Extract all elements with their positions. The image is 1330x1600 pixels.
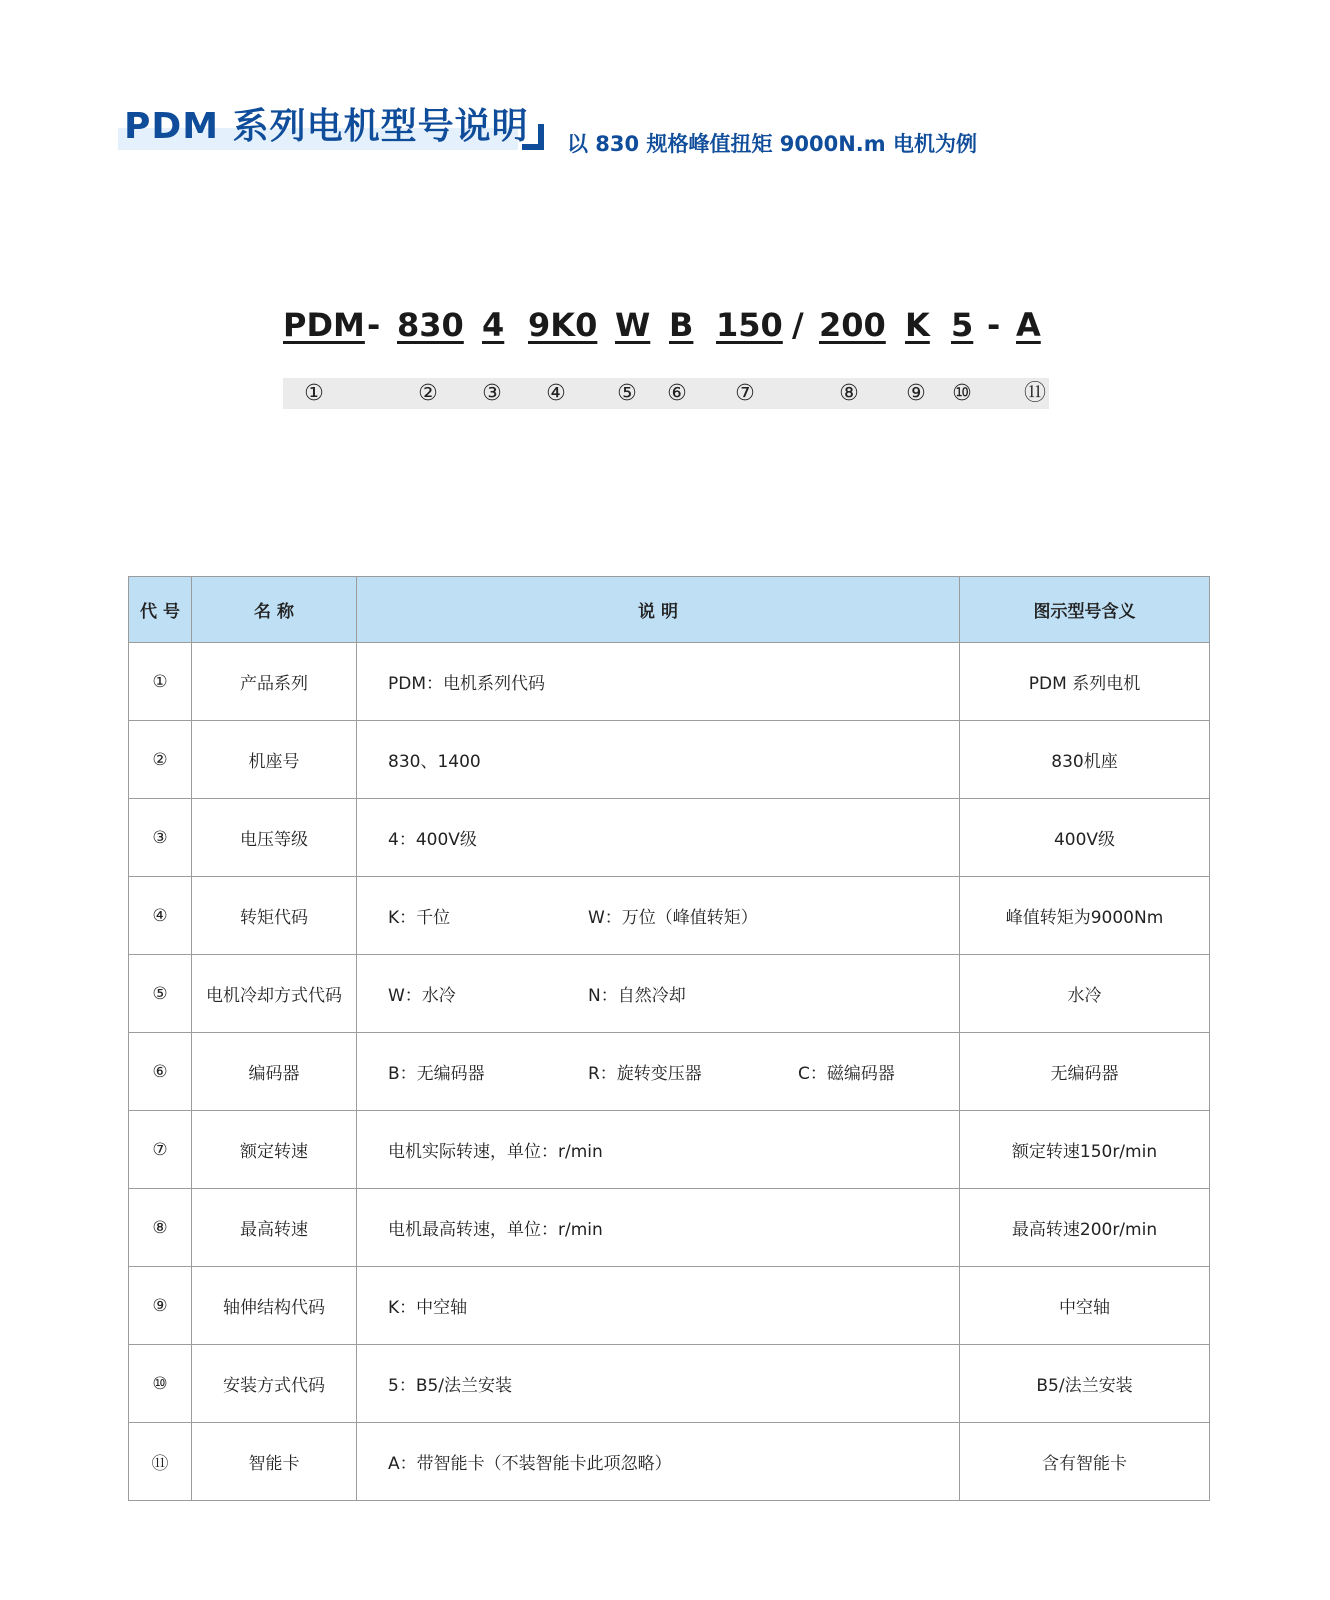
- table-row: [129, 799, 1210, 877]
- page-title-block: [118, 96, 538, 156]
- row-code: ⑩: [129, 1345, 192, 1423]
- desc-option: 4：400V级: [388, 830, 477, 850]
- desc-option: W：水冷: [388, 986, 456, 1006]
- table-row: [129, 1111, 1210, 1189]
- row-figure: 额定转速150r/min: [960, 1111, 1210, 1189]
- title-corner-mark: [522, 124, 544, 150]
- code-token-voltage: 4: [482, 306, 505, 344]
- header-desc: 说 明: [357, 577, 960, 643]
- table-row: [129, 1033, 1210, 1111]
- code-separator: -: [367, 306, 381, 344]
- row-desc: [357, 1189, 960, 1267]
- row-figure: PDM 系列电机: [960, 643, 1210, 721]
- row-code: ④: [129, 877, 192, 955]
- row-figure: 含有智能卡: [960, 1423, 1210, 1501]
- row-desc: [357, 955, 960, 1033]
- row-code: ③: [129, 799, 192, 877]
- desc-option: 5：B5/法兰安装: [388, 1376, 513, 1396]
- marker-8: ⑧: [839, 381, 859, 406]
- page-subtitle: 以 830 规格峰值扭矩 9000N.m 电机为例: [567, 132, 977, 156]
- row-name: 电机冷却方式代码: [192, 955, 357, 1033]
- row-figure: B5/法兰安装: [960, 1345, 1210, 1423]
- row-name: 智能卡: [192, 1423, 357, 1501]
- row-figure: 中空轴: [960, 1267, 1210, 1345]
- marker-11: ⑪: [1023, 381, 1046, 406]
- code-token-mount: 5: [951, 306, 974, 344]
- row-name: 转矩代码: [192, 877, 357, 955]
- row-desc: [357, 1423, 960, 1501]
- table-row: [129, 643, 1210, 721]
- row-desc: [357, 1111, 960, 1189]
- desc-option: 830、1400: [388, 752, 481, 772]
- table-row: [129, 1423, 1210, 1501]
- row-code: ⑥: [129, 1033, 192, 1111]
- desc-option: W：万位（峰值转矩）: [588, 908, 758, 928]
- code-token-shaft: K: [905, 306, 930, 344]
- row-name: 产品系列: [192, 643, 357, 721]
- code-token-series: PDM: [283, 306, 365, 344]
- marker-5: ⑤: [617, 381, 637, 406]
- row-figure: 无编码器: [960, 1033, 1210, 1111]
- row-desc: [357, 877, 960, 955]
- header-figure: 图示型号含义: [960, 577, 1210, 643]
- code-token-cooling: W: [615, 306, 651, 344]
- marker-6: ⑥: [667, 381, 687, 406]
- marker-2: ②: [418, 381, 438, 406]
- table-row: [129, 721, 1210, 799]
- row-desc: [357, 721, 960, 799]
- row-name: 额定转速: [192, 1111, 357, 1189]
- code-token-encoder: B: [669, 306, 694, 344]
- row-name: 编码器: [192, 1033, 357, 1111]
- row-desc: [357, 643, 960, 721]
- marker-4: ④: [546, 381, 566, 406]
- row-code: ②: [129, 721, 192, 799]
- table-row: [129, 955, 1210, 1033]
- code-separator: /: [792, 306, 804, 344]
- row-code: ⑦: [129, 1111, 192, 1189]
- row-figure: 峰值转矩为9000Nm: [960, 877, 1210, 955]
- row-name: 安装方式代码: [192, 1345, 357, 1423]
- header-name: 名 称: [192, 577, 357, 643]
- table-row: [129, 877, 1210, 955]
- desc-option: 电机实际转速，单位：r/min: [388, 1142, 603, 1162]
- table-header-row: [129, 577, 1210, 643]
- desc-option: R：旋转变压器: [588, 1064, 702, 1084]
- marker-9: ⑨: [906, 381, 926, 406]
- row-desc: [357, 1033, 960, 1111]
- desc-option: 电机最高转速，单位：r/min: [388, 1220, 603, 1240]
- desc-option: B：无编码器: [388, 1064, 485, 1084]
- row-desc: [357, 799, 960, 877]
- header-code: 代 号: [129, 577, 192, 643]
- row-name: 最高转速: [192, 1189, 357, 1267]
- row-code: ⑪: [129, 1423, 192, 1501]
- table-row: [129, 1267, 1210, 1345]
- row-figure: 400V级: [960, 799, 1210, 877]
- table-row: [129, 1345, 1210, 1423]
- desc-option: K：中空轴: [388, 1298, 468, 1318]
- row-name: 机座号: [192, 721, 357, 799]
- row-name: 电压等级: [192, 799, 357, 877]
- row-code: ⑤: [129, 955, 192, 1033]
- row-code: ⑧: [129, 1189, 192, 1267]
- row-desc: [357, 1345, 960, 1423]
- row-figure: 830机座: [960, 721, 1210, 799]
- spec-table: [128, 576, 1210, 1501]
- row-code: ⑨: [129, 1267, 192, 1345]
- code-token-rated-speed: 150: [716, 306, 783, 344]
- desc-option: A：带智能卡（不装智能卡此项忽略）: [388, 1454, 672, 1474]
- row-figure: 水冷: [960, 955, 1210, 1033]
- desc-option: N：自然冷却: [588, 986, 686, 1006]
- code-separator: -: [987, 306, 1001, 344]
- marker-3: ③: [482, 381, 502, 406]
- code-token-torque: 9K0: [528, 306, 598, 344]
- row-code: ①: [129, 643, 192, 721]
- row-figure: 最高转速200r/min: [960, 1189, 1210, 1267]
- model-code-line: [0, 306, 1330, 352]
- row-name: 轴伸结构代码: [192, 1267, 357, 1345]
- desc-option: PDM：电机系列代码: [388, 674, 546, 694]
- row-desc: [357, 1267, 960, 1345]
- code-token-max-speed: 200: [819, 306, 886, 344]
- marker-10: ⑩: [952, 381, 972, 406]
- marker-1: ①: [304, 381, 324, 406]
- code-token-frame: 830: [397, 306, 464, 344]
- marker-7: ⑦: [735, 381, 755, 406]
- page-title: PDM 系列电机型号说明: [124, 106, 529, 147]
- desc-option: K：千位: [388, 908, 451, 928]
- code-token-smart-card: A: [1016, 306, 1041, 344]
- desc-option: C：磁编码器: [798, 1064, 895, 1084]
- table-row: [129, 1189, 1210, 1267]
